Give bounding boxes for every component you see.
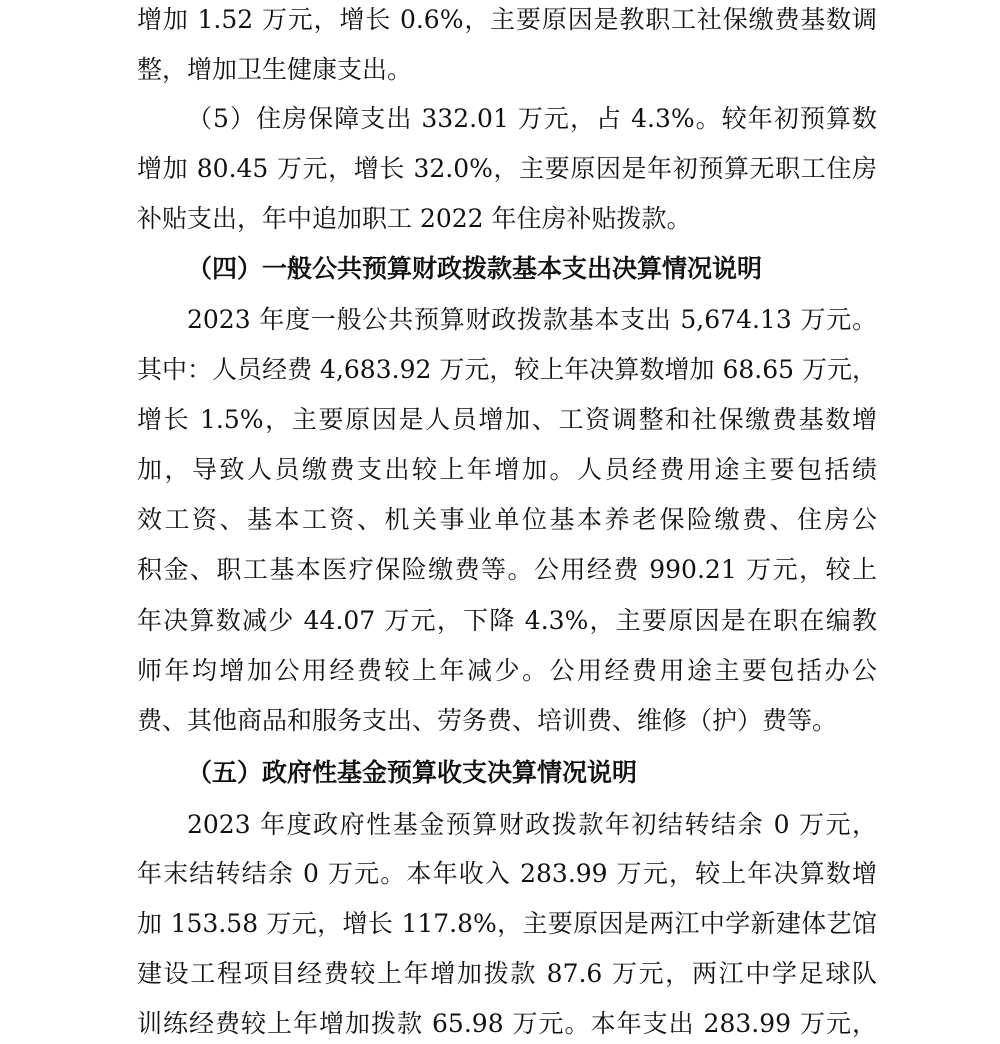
paragraph-line: 积金、职工基本医疗保险缴费等。公用经费 990.21 万元，较上 (137, 555, 877, 584)
paragraph-line: 增加 1.52 万元，增长 0.6%，主要原因是教职工社保缴费基数调 (137, 5, 877, 34)
paragraph-line: 加，导致人员缴费支出较上年增加。人员经费用途主要包括绩 (137, 455, 877, 484)
paragraph-line: （5）住房保障支出 332.01 万元，占 4.3%。较年初预算数 (187, 104, 877, 133)
paragraph-line: 补贴支出，年中追加职工 2022 年住房补贴拨款。 (137, 204, 692, 233)
paragraph-line: 年末结转结余 0 万元。本年收入 283.99 万元，较上年决算数增 (137, 859, 877, 888)
paragraph-line: 费、其他商品和服务支出、劳务费、培训费、维修（护）费等。 (137, 706, 838, 735)
section-heading: （四）一般公共预算财政拨款基本支出决算情况说明 (187, 254, 763, 283)
paragraph-line: 增加 80.45 万元，增长 32.0%，主要原因是年初预算无职工住房 (137, 154, 877, 183)
section-heading: （五）政府性基金预算收支决算情况说明 (187, 758, 638, 787)
paragraph-line: 效工资、基本工资、机关事业单位基本养老保险缴费、住房公 (137, 505, 877, 534)
paragraph-line: 加 153.58 万元，增长 117.8%，主要原因是两江中学新建体艺馆 (137, 909, 877, 938)
paragraph-line: 年决算数减少 44.07 万元，下降 4.3%，主要原因是在职在编教 (137, 606, 877, 635)
paragraph-line: 训练经费较上年增加拨款 65.98 万元。本年支出 283.99 万元， (137, 1009, 877, 1038)
paragraph-line: 整，增加卫生健康支出。 (137, 55, 413, 84)
paragraph-line: 建设工程项目经费较上年增加拨款 87.6 万元，两江中学足球队 (137, 959, 877, 988)
paragraph-line: 其中：人员经费 4,683.92 万元，较上年决算数增加 68.65 万元， (137, 355, 877, 384)
paragraph-line: 2023 年度一般公共预算财政拨款基本支出 5,674.13 万元。 (187, 305, 877, 334)
paragraph-line: 2023 年度政府性基金预算财政拨款年初结转结余 0 万元， (187, 810, 877, 839)
paragraph-line: 增长 1.5%，主要原因是人员增加、工资调整和社保缴费基数增 (137, 405, 877, 434)
paragraph-line: 师年均增加公用经费较上年减少。公用经费用途主要包括办公 (137, 656, 877, 685)
